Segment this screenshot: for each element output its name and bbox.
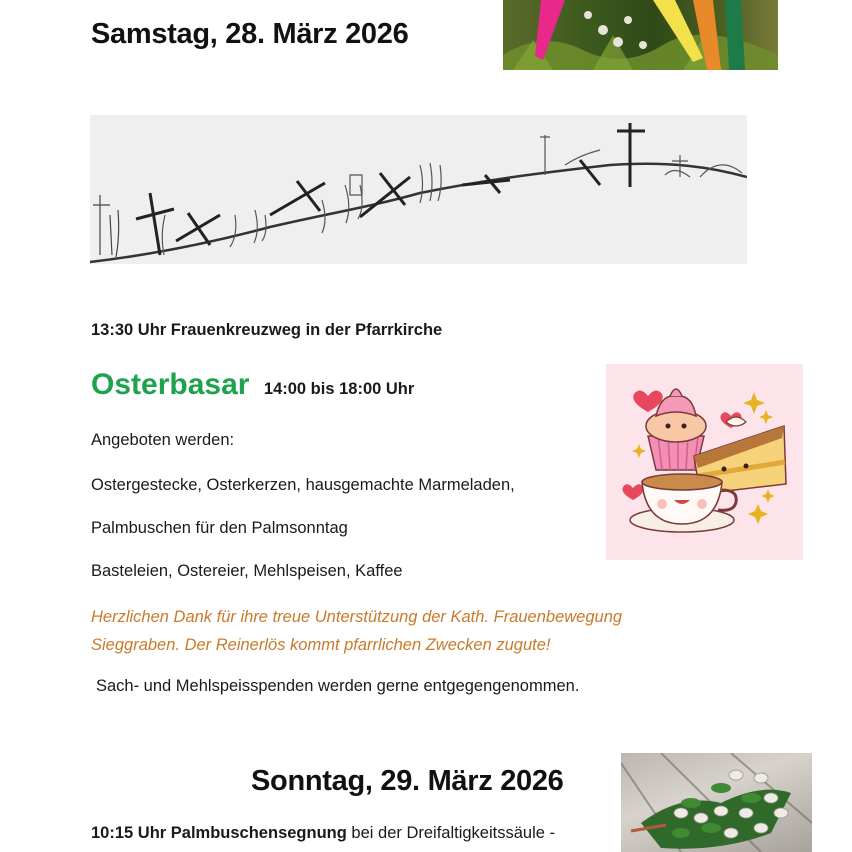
osterbasar-item: Palmbuschen für den Palmsonntag [91, 519, 348, 537]
osterbasar-item: Basteleien, Ostereier, Mehlspeisen, Kaffee [91, 562, 403, 580]
kreuzweg-image [90, 115, 747, 264]
osterbasar-intro: Angeboten werden: [91, 431, 235, 449]
osterbasar-item: Ostergestecke, Osterkerzen, hausgemachte Marmeladen, [91, 476, 515, 494]
frauenkreuzweg-event: 13:30 Uhr Frauenkreuzweg in der Pfarrkirche [91, 321, 443, 339]
event-time-title: 10:15 Uhr Palmbuschensegnung [91, 824, 347, 842]
palmbuschensegnung-event [91, 824, 555, 843]
thanks-line: Sieggraben. Der Reinerlös kommt pfarrlichen Zwecken zugute! [91, 636, 551, 654]
donations-note: Sach- und Mehlspeisspenden werden gerne entgegengenommen. [96, 677, 580, 695]
saturday-title: Samstag, 28. März 2026 [91, 18, 409, 50]
event-location: bei der Dreifaltigkeitssäule - [346, 824, 556, 842]
sunday-title: Sonntag, 29. März 2026 [251, 765, 564, 797]
thanks-line: Herzlichen Dank für ihre treue Unterstützung der Kath. Frauenbewegung [91, 608, 623, 626]
osterbasar-title: Osterbasar [91, 368, 250, 401]
thanks-note [91, 603, 622, 659]
osterbasar-heading [91, 368, 414, 402]
cake-coffee-illustration [606, 364, 803, 560]
palmbuschen-image [503, 0, 778, 70]
osterbasar-time: 14:00 bis 18:00 Uhr [263, 380, 415, 398]
pussy-willow-image [621, 753, 812, 852]
